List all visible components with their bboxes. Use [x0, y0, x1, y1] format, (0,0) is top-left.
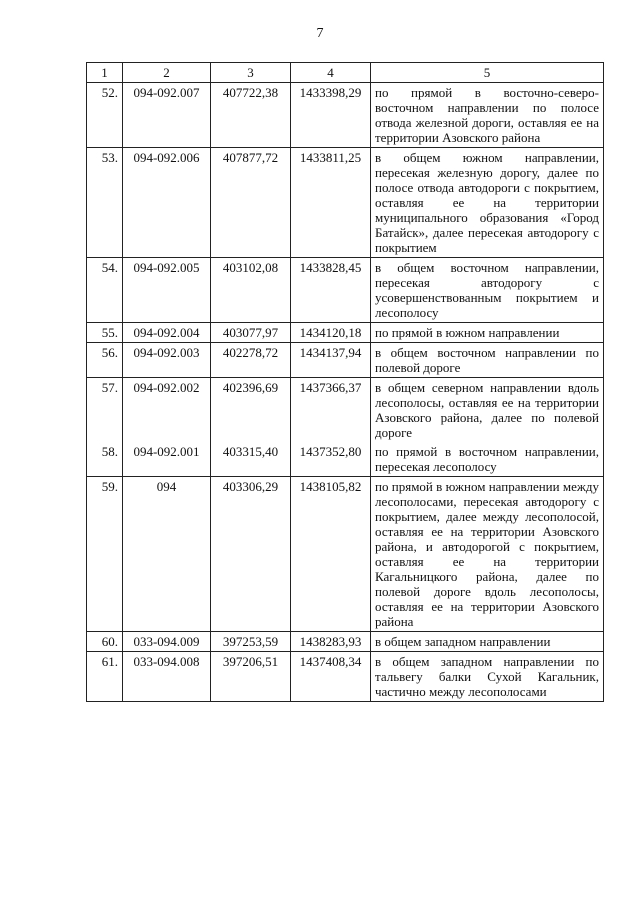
point-code-cell: 094-092.002 [123, 378, 211, 443]
y-coordinate-cell: 1434137,94 [291, 343, 371, 378]
table-row [87, 652, 604, 702]
description-cell: в общем восточном направлении по полевой дороге [371, 343, 604, 378]
header-cell: 3 [211, 63, 291, 83]
header-cell: 5 [371, 63, 604, 83]
row-number-cell: 60. [87, 632, 123, 652]
x-coordinate-cell: 397253,59 [211, 632, 291, 652]
row-number-cell: 56. [87, 343, 123, 378]
x-coordinate-cell: 407722,38 [211, 83, 291, 148]
description-cell: по прямой в восточном направлении, пересекая лесополосу [371, 442, 604, 477]
point-code-cell: 094-092.007 [123, 83, 211, 148]
point-code-cell: 094-092.006 [123, 148, 211, 258]
y-coordinate-cell: 1433828,45 [291, 258, 371, 323]
x-coordinate-cell: 407877,72 [211, 148, 291, 258]
point-code-cell: 094-092.004 [123, 323, 211, 343]
table-row [87, 148, 604, 258]
y-coordinate-cell: 1433811,25 [291, 148, 371, 258]
table-row [87, 378, 604, 443]
y-coordinate-cell: 1433398,29 [291, 83, 371, 148]
row-number-cell: 58. [87, 442, 123, 477]
header-cell: 1 [87, 63, 123, 83]
description-cell: в общем западном направлении [371, 632, 604, 652]
row-number-cell: 53. [87, 148, 123, 258]
x-coordinate-cell: 402278,72 [211, 343, 291, 378]
point-code-cell: 033-094.009 [123, 632, 211, 652]
point-code-cell: 033-094.008 [123, 652, 211, 702]
table-row [87, 477, 604, 632]
table-row [87, 258, 604, 323]
row-number-cell: 59. [87, 477, 123, 632]
x-coordinate-cell: 402396,69 [211, 378, 291, 443]
table-row [87, 343, 604, 378]
y-coordinate-cell: 1437352,80 [291, 442, 371, 477]
x-coordinate-cell: 397206,51 [211, 652, 291, 702]
description-cell: в общем западном направлении по тальвегу балки Сухой Кагальник, частично между лесополосами [371, 652, 604, 702]
description-cell: в общем восточном направлении, пересекая автодорогу с усовершенствованным покрытием и лесополосу [371, 258, 604, 323]
x-coordinate-cell: 403077,97 [211, 323, 291, 343]
table-header-row [87, 63, 604, 83]
description-cell: по прямой в восточно-северо-восточном направлении по полосе отвода железной дороги, оставляя ее на территории Азовского района [371, 83, 604, 148]
y-coordinate-cell: 1438283,93 [291, 632, 371, 652]
row-number-cell: 61. [87, 652, 123, 702]
description-cell: по прямой в южном направлении [371, 323, 604, 343]
x-coordinate-cell: 403102,08 [211, 258, 291, 323]
description-cell: по прямой в южном направлении между лесополосами, пересекая автодорогу с покрытием, далее между лесополосой, оставляя ее на территории Азовского района, и автодорогой с покрытием, оставляя ее на территории Кагальницкого района, далее по полевой дороге вдоль лесополосы, оставляя ее на территории Азовского района [371, 477, 604, 632]
table-row [87, 323, 604, 343]
description-cell: в общем южном направлении, пересекая железную дорогу, далее по полосе отвода автодороги с покрытием, оставляя ее на территории муниципального образования «Город Батайск», далее пересекая автодорогу с покрытием [371, 148, 604, 258]
row-number-cell: 55. [87, 323, 123, 343]
row-number-cell: 54. [87, 258, 123, 323]
boundary-table [86, 62, 604, 702]
table-row [87, 442, 604, 477]
y-coordinate-cell: 1434120,18 [291, 323, 371, 343]
point-code-cell: 094-092.005 [123, 258, 211, 323]
y-coordinate-cell: 1438105,82 [291, 477, 371, 632]
page-number: 7 [316, 26, 324, 41]
header-cell: 2 [123, 63, 211, 83]
point-code-cell: 094-092.003 [123, 343, 211, 378]
y-coordinate-cell: 1437408,34 [291, 652, 371, 702]
header-cell: 4 [291, 63, 371, 83]
point-code-cell: 094 [123, 477, 211, 632]
x-coordinate-cell: 403315,40 [211, 442, 291, 477]
y-coordinate-cell: 1437366,37 [291, 378, 371, 443]
row-number-cell: 52. [87, 83, 123, 148]
row-number-cell: 57. [87, 378, 123, 443]
point-code-cell: 094-092.001 [123, 442, 211, 477]
description-cell: в общем северном направлении вдоль лесополосы, оставляя ее на территории Азовского района, далее по полевой дороге [371, 378, 604, 443]
table-body [87, 63, 604, 702]
x-coordinate-cell: 403306,29 [211, 477, 291, 632]
table-row [87, 83, 604, 148]
table-row [87, 632, 604, 652]
